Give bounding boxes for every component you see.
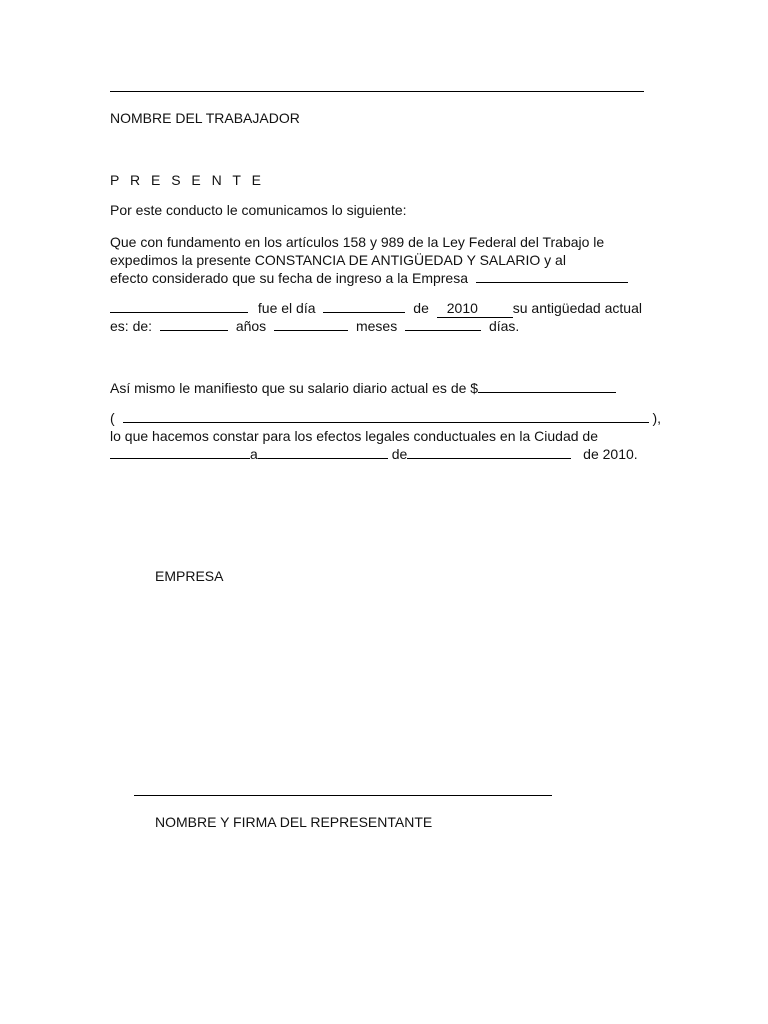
city-date-line [110, 445, 638, 463]
es-de-text: es: de: [110, 318, 153, 334]
company-label: EMPRESA [155, 568, 224, 584]
a-text: a [250, 446, 258, 462]
de-text: de [413, 300, 429, 316]
start-month-blank [323, 299, 405, 313]
recipient-label: NOMBRE DEL TRABAJADOR [110, 110, 300, 126]
meses-text: meses [355, 318, 398, 334]
de-year-text: de 2010. [583, 446, 638, 462]
dias-text: días. [488, 318, 520, 334]
paren-close: ), [652, 410, 662, 426]
salary-text: Así mismo le manifiesto que su salario diario actual es de $ [110, 380, 479, 396]
paren-open: ( [110, 410, 115, 426]
years-blank [160, 317, 228, 331]
representative-label: NOMBRE Y FIRMA DEL REPRESENTANTE [155, 814, 433, 830]
fue-el-dia-text: fue el día [257, 300, 316, 316]
signature-line [134, 795, 552, 796]
salary-line [110, 379, 616, 397]
start-year-field [437, 299, 513, 318]
days-blank [405, 317, 481, 331]
month-blank [407, 445, 571, 459]
salary-amount-blank [478, 379, 616, 393]
start-year-value: 2010 [446, 300, 478, 316]
de-month-text: de [391, 446, 408, 462]
constar-line: lo que hacemos constar para los efectos legales conductuales en la Ciudad de [110, 428, 598, 444]
company-entry-date-blank [476, 269, 628, 283]
body-line-4 [110, 299, 642, 318]
salutation: P R E S E N T E [110, 172, 265, 188]
start-day-blank [110, 299, 248, 313]
antiguedad-text: su antigüedad actual [512, 300, 642, 316]
body-line-3 [110, 269, 628, 287]
day-blank [258, 445, 388, 459]
salary-in-words-blank [123, 409, 649, 423]
intro-text: Por este conducto le comunicamos lo siguiente: [110, 202, 407, 218]
body-line-1: Que con fundamento en los artículos 158 y 989 de la Ley Federal del Trabajo le [110, 234, 605, 250]
anos-text: años [235, 318, 267, 334]
body-line-2: expedimos la presente CONSTANCIA DE ANTIGÜEDAD Y SALARIO y al [110, 252, 566, 268]
months-blank [274, 317, 348, 331]
recipient-name-line [110, 91, 644, 92]
body-line-3-text: efecto considerado que su fecha de ingreso a la Empresa [110, 270, 469, 286]
body-line-5 [110, 317, 519, 335]
city-blank [110, 445, 250, 459]
salary-words-line [110, 409, 661, 427]
